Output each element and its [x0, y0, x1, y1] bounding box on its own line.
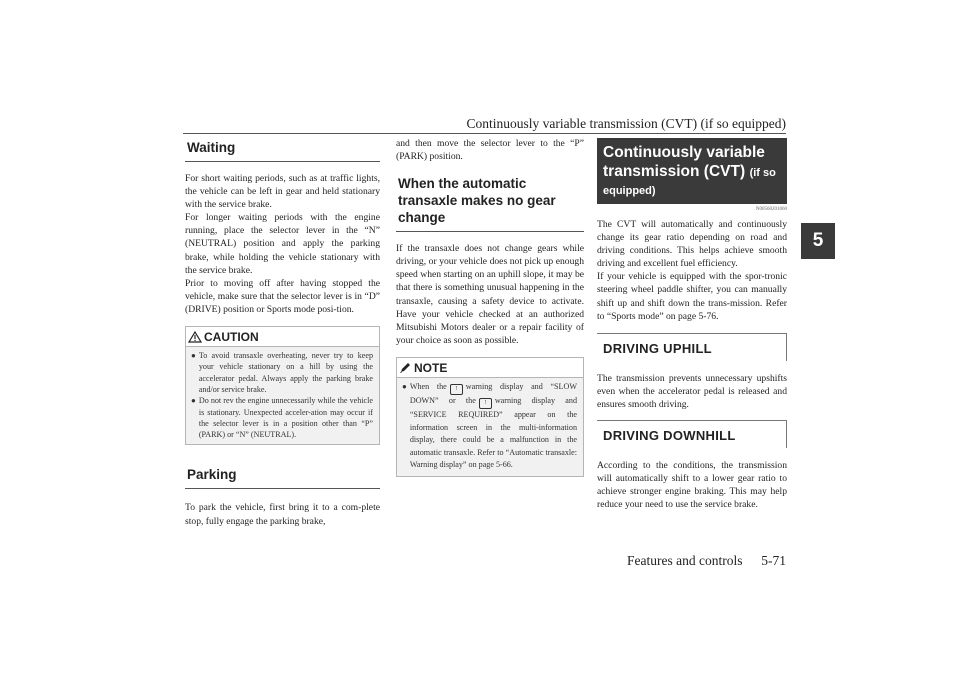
waiting-para-3: Prior to moving off after having stopped the vehicle, make sure that the selector lever is in “D” (DRIVE) position or Sports mode posi-tion. [185, 277, 380, 315]
continued-text: and then move the selector lever to the “P” (PARK) position. [396, 138, 584, 163]
cvt-para-2: If your vehicle is equipped with the spor-tronic steering wheel paddle shifter, you can manually shift up and shift down the trans-mission. Refer to “Sports mode” on page 5-76. [597, 271, 787, 322]
caution-item [191, 350, 373, 395]
no-gear-change-rule [396, 231, 584, 232]
waiting-para-2: For longer waiting periods with the engine running, place the selector lever in the “N” (NEUTRAL) position and apply the parking brake, while holding the vehicle stationary with the service brake. [185, 212, 380, 276]
column-1 [185, 140, 380, 528]
cvt-heading [597, 138, 787, 204]
caution-label: CAUTION [204, 330, 259, 345]
caution-header [186, 327, 379, 347]
note-text-part-1: When the [409, 381, 447, 391]
caution-item [191, 395, 373, 440]
bullet-icon: ● [191, 351, 196, 361]
footer-page-number: 5-71 [761, 553, 786, 568]
bullet-icon: ● [191, 396, 196, 406]
caution-item-text: To avoid transaxle overheating, never try to keep your vehicle stationary on a hill by using the accelerator pedal. Always apply the parking brake and/or service brake. [198, 351, 373, 394]
cvt-text [597, 218, 787, 323]
warning-triangle-icon [188, 331, 202, 343]
driving-downhill-heading-box [597, 420, 787, 448]
cvt-para-1: The CVT will automatically and continuously change its gear ratio depending on road and driving conditions. This helps achieve smooth driving and excellent fuel efficiency. [597, 219, 787, 270]
parking-heading: Parking [187, 467, 237, 483]
caution-body [186, 347, 379, 444]
footer-section: Features and controls [627, 553, 743, 568]
waiting-para-1: For short waiting periods, such as at traffic lights, the vehicle can be left in gear and held stationary with the service brake. [185, 173, 380, 211]
note-label: NOTE [414, 360, 448, 375]
driving-downhill-text: According to the conditions, the transmission will automatically shift to a lower gear ratio to achieve stronger engine braking. This may help reduce your need to use the service brake. [597, 460, 787, 511]
waiting-heading: Waiting [187, 140, 236, 155]
section-code: N00560201060 [755, 207, 787, 212]
parking-heading-rule [185, 488, 380, 489]
note-text-part-3: warning display and “SERVICE REQUIRED” appear on the information screen in the multi-information display, there could be a malfunction in the automatic transaxle. Refer to “Automatic transaxle: Warning display” on page 5-66. [409, 395, 577, 470]
transmission-warning-icon: ! [479, 398, 492, 409]
note-item-text [410, 381, 577, 472]
driving-uphill-heading-box [597, 333, 787, 361]
note-item [402, 381, 577, 472]
cvt-heading-main: Continuously variable transmission (CVT) [603, 144, 765, 180]
no-gear-change-text: If the transaxle does not change gears while driving, or your vehicle does not pick up enough speed when starting on an uphill slope, it may be that there is something unusual happening in the transaxle, causing a safety device to activate. Have your vehicle checked at an authorized Mitsubishi Motors dealer or a repair facility of your choice as soon as possible. [396, 243, 584, 346]
waiting-heading-rule [185, 161, 380, 162]
column-2 [396, 137, 584, 477]
column-3 [597, 138, 787, 511]
parking-text: To park the vehicle, first bring it to a com-plete stop, fully engage the parking brake, [185, 502, 380, 527]
note-box [396, 357, 584, 477]
page-header-title: Continuously variable transmission (CVT) (if so equipped) [466, 116, 786, 131]
note-header [397, 358, 583, 378]
waiting-text [185, 172, 380, 316]
note-text-part-2: warning display and “SLOW DOWN” or the [409, 381, 577, 405]
driving-uphill-heading: DRIVING UPHILL [603, 340, 712, 356]
page-footer [627, 553, 786, 569]
driving-downhill-heading: DRIVING DOWNHILL [603, 428, 736, 444]
chapter-tab: 5 [801, 223, 835, 259]
pencil-icon [399, 362, 412, 374]
header-rule [183, 133, 786, 134]
caution-box [185, 326, 380, 445]
driving-uphill-text: The transmission prevents unnecessary upshifts even when the accelerator pedal is released and ensures smooth driving. [597, 372, 787, 410]
no-gear-change-heading: When the automatic transaxle makes no gear change [398, 176, 556, 226]
cvt-heading-suffix: (if so equipped) [603, 167, 776, 197]
transmission-warning-icon: ! [450, 384, 463, 395]
bullet-icon: ● [402, 381, 407, 391]
caution-item-text: Do not rev the engine unnecessarily while the vehicle is stationary. Unexpected acceler-ation may occur if the selector lever is in a position other than “P” (PARK) or “N” (NEUTRAL). [198, 396, 373, 440]
note-body [397, 378, 583, 476]
